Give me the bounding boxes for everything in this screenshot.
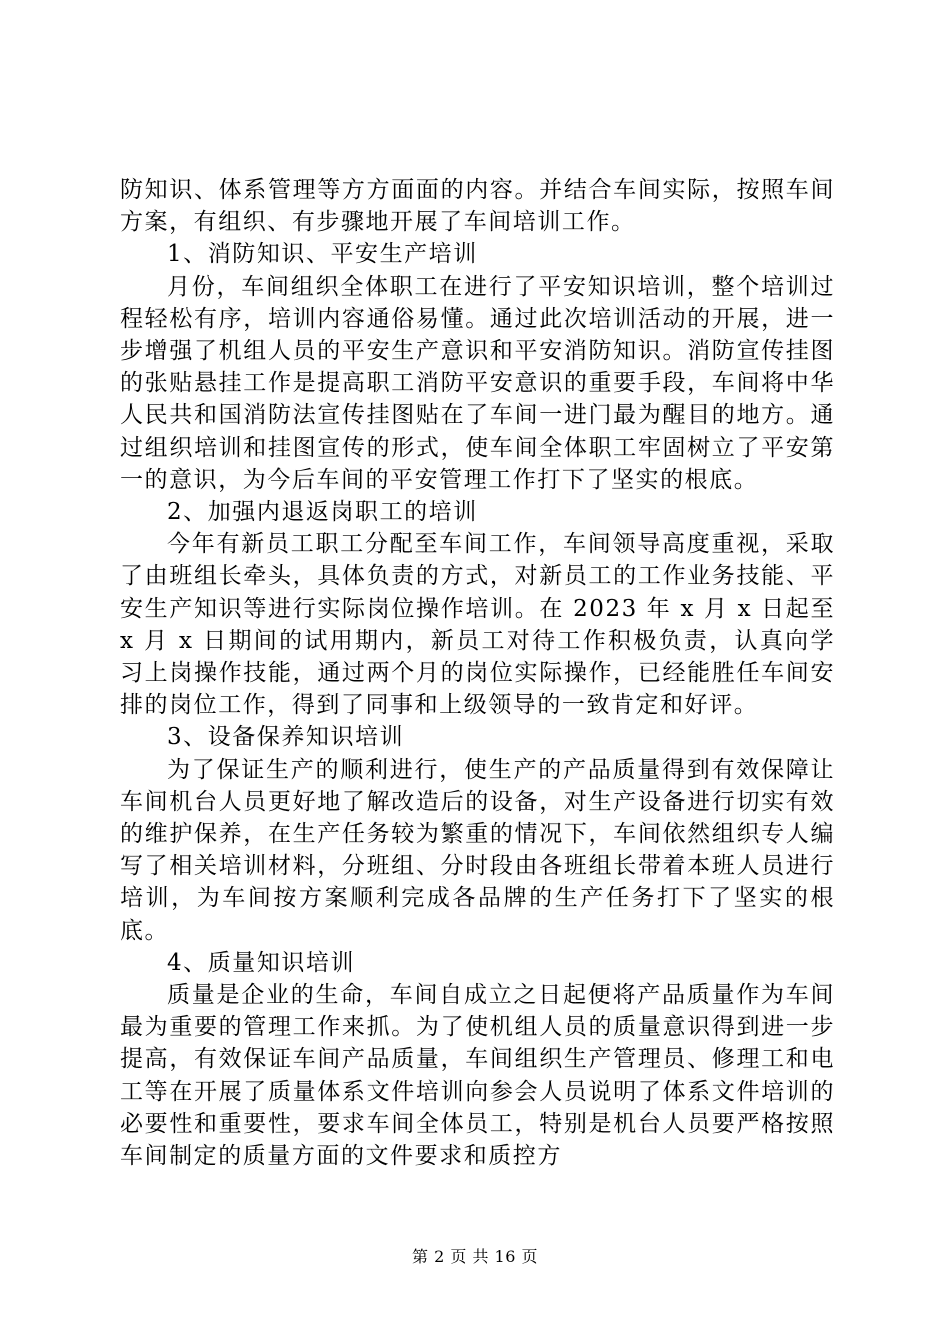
section-heading-returning-staff: 2、加强内退返岗职工的培训 [167,499,478,526]
paragraph-returning-staff: 今年有新员工职工分配至车间工作，车间领导高度重视，采取了由班组长牵头，具体负责的方式，对新员工的工作业务技能、平安生产知识等进行实际岗位操作培训。在 2023 年 x 月 x 日起至 x 月 x 日期间的试用期内，新员工对待工作积极负责，认真向学习上岗操作技能，通过两个月的岗位实际操作，已经能胜任车间安排的岗位工作，得到了同事和上级领导的一致肯定和好评。 [120,531,835,719]
section-heading-equipment: 3、设备保养知识培训 [167,724,405,751]
page-footer: 第 2 页 共 16 页 [412,1247,538,1266]
section-heading-quality: 4、质量知识培训 [167,949,356,976]
document-body [120,174,835,1172]
paragraph-fire-safety: 月份，车间组织全体职工在进行了平安知识培训，整个培训过程轻松有序，培训内容通俗易懂。通过此次培训活动的开展，进一步增强了机组人员的平安生产意识和平安消防知识。消防宣传挂图的张贴悬挂工作是提高职工消防平安意识的重要手段，车间将中华人民共和国消防法宣传挂图贴在了车间一进门最为醒目的地方。通过组织培训和挂图宣传的形式，使车间全体职工牢固树立了平安第一的意识，为今后车间的平安管理工作打下了坚实的根底。 [120,273,835,493]
section-heading-fire-safety: 1、消防知识、平安生产培训 [167,241,478,268]
paragraph-continuation: 防知识、体系管理等方方面面的内容。并结合车间实际，按照车间方案，有组织、有步骤地开展了车间培训工作。 [120,177,835,236]
paragraph-quality: 质量是企业的生命，车间自成立之日起便将产品质量作为车间最为重要的管理工作来抓。为了使机组人员的质量意识得到进一步提高，有效保证车间产品质量，车间组织生产管理员、修理工和电工等在开展了质量体系文件培训向参会人员说明了体系文件培训的必要性和重要性，要求车间全体员工，特别是机台人员要严格按照车间制定的质量方面的文件要求和质控方 [120,982,835,1170]
paragraph-equipment: 为了保证生产的顺利进行，使生产的产品质量得到有效保障让车间机台人员更好地了解改造后的设备，对生产设备进行切实有效的维护保养，在生产任务较为繁重的情况下，车间依然组织专人编写了相关培训材料，分班组、分时段由各班组长带着本班人员进行培训，为车间按方案顺利完成各品牌的生产任务打下了坚实的根底。 [120,756,835,944]
